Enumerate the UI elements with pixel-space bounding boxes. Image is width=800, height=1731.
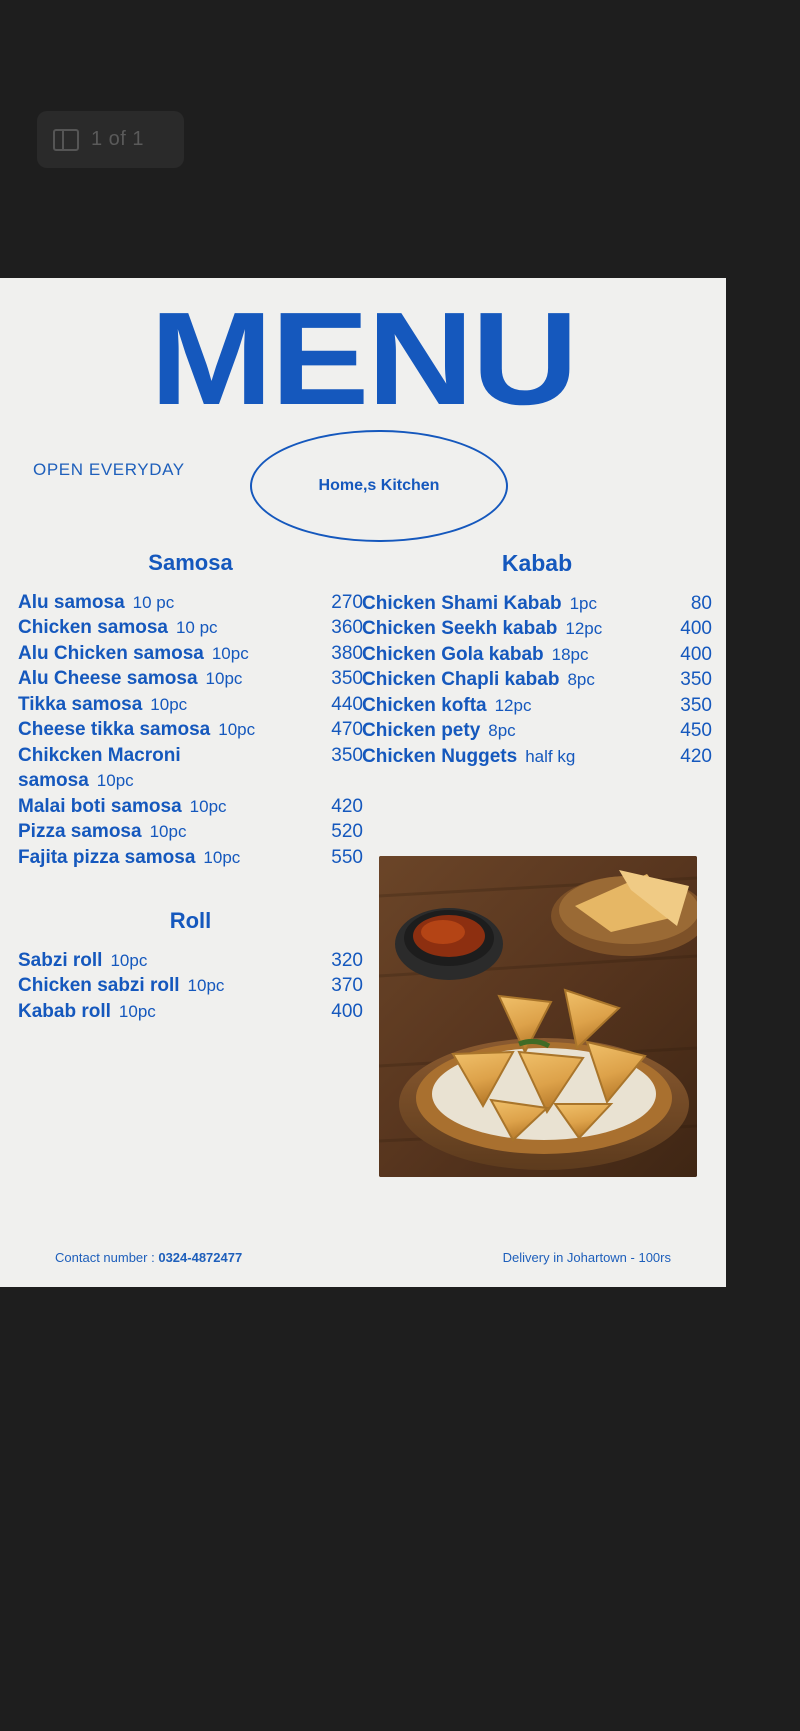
item-qty: 10pc (150, 694, 188, 714)
item-qty: 12pc (494, 695, 532, 715)
item-qty: 10pc (189, 796, 227, 816)
page-title: MENU (149, 285, 577, 432)
list-item (18, 819, 363, 844)
open-everyday-label: OPEN EVERYDAY (33, 460, 185, 479)
list-item (362, 591, 712, 616)
samosa-item-list (18, 590, 363, 870)
brand-label: Home,s Kitchen (318, 477, 440, 494)
item-qty: 10pc (110, 950, 148, 970)
list-item (18, 692, 363, 717)
item-name: Chicken Nuggets (362, 745, 518, 767)
item-name: Tikka samosa (18, 693, 143, 715)
item-price: 380 (331, 642, 363, 664)
list-item (362, 642, 712, 667)
item-price: 420 (331, 795, 363, 817)
item-price: 270 (331, 592, 363, 613)
item-qty: 8pc (488, 721, 516, 741)
item-name: Alu samosa (18, 592, 125, 613)
item-name: Chicken pety (362, 720, 481, 742)
section-title-roll: Roll (169, 907, 212, 933)
item-name: Chicken samosa (18, 617, 168, 639)
item-name: Chicken Shami Kabab (362, 593, 562, 614)
item-price: 400 (331, 1000, 363, 1022)
list-item (362, 744, 712, 769)
item-price: 520 (331, 821, 363, 843)
item-name: Sabzi roll (18, 949, 103, 971)
item-name: Chicken Chapli kabab (362, 669, 560, 691)
roll-section (18, 908, 363, 1024)
list-item (362, 667, 712, 692)
item-qty: 10 pc (132, 593, 175, 612)
list-item (18, 768, 363, 793)
list-item (18, 999, 363, 1024)
kabab-item-list (362, 591, 712, 769)
list-item (362, 718, 712, 743)
samosa-platter-photo (379, 856, 697, 1177)
item-qty: 10pc (118, 1001, 156, 1021)
list-item (18, 948, 363, 973)
column-right (362, 550, 712, 769)
item-name: Pizza samosa (18, 821, 142, 843)
item-qty: 12pc (565, 619, 603, 639)
list-item (362, 693, 712, 718)
item-qty: 8pc (567, 670, 595, 690)
page-indicator[interactable] (37, 111, 184, 168)
item-qty: 10 pc (175, 618, 218, 638)
list-item (18, 666, 363, 691)
item-name: Chicken sabzi roll (18, 975, 180, 997)
contact-label: Contact number : (55, 1250, 155, 1265)
item-price: 350 (680, 694, 712, 716)
item-qty: 1pc (569, 594, 597, 613)
item-qty: 10pc (218, 720, 256, 740)
item-price: 470 (331, 719, 363, 741)
item-price: 450 (680, 720, 712, 742)
item-name: Chicken Gola kabab (362, 643, 544, 665)
page-indicator-label: 1 of 1 (91, 128, 145, 150)
item-price: 360 (331, 617, 363, 639)
item-price: 440 (331, 693, 363, 715)
item-qty: 10pc (211, 643, 249, 663)
list-item (362, 616, 712, 641)
list-item (18, 641, 363, 666)
page-footer (0, 1250, 726, 1265)
item-price: 350 (331, 668, 363, 690)
roll-item-list (18, 948, 363, 1024)
contact-number: 0324-4872477 (158, 1250, 243, 1265)
item-price: 370 (331, 975, 363, 997)
item-name: Kabab roll (18, 1000, 111, 1022)
brand-badge (250, 430, 508, 542)
item-price: 420 (680, 745, 712, 767)
list-item (18, 590, 363, 615)
list-item (18, 845, 363, 870)
item-price: 350 (680, 669, 712, 691)
item-name: Chikcken Macroni (18, 744, 181, 766)
section-title-kabab: Kabab (501, 550, 573, 576)
item-qty: half kg (525, 746, 576, 766)
item-price: 320 (331, 949, 363, 971)
list-item (18, 615, 363, 640)
item-name: Chicken Seekh kabab (362, 618, 558, 640)
item-name: Chicken kofta (362, 694, 487, 716)
item-qty: 10pc (203, 847, 241, 867)
delivery-info: Delivery in Johartown - 100rs (502, 1250, 671, 1265)
column-left (18, 550, 363, 1024)
section-title-samosa: Samosa (148, 550, 233, 575)
list-item (18, 717, 363, 742)
list-item (18, 794, 363, 819)
list-item (18, 973, 363, 998)
item-price: 400 (680, 643, 712, 665)
item-qty: 10pc (205, 669, 243, 689)
item-qty: 10pc (149, 822, 187, 842)
book-icon (53, 129, 79, 151)
item-price: 80 (690, 593, 712, 614)
menu-page (0, 278, 726, 1287)
item-price: 350 (331, 744, 363, 766)
item-qty: 18pc (551, 644, 589, 664)
item-name: Fajita pizza samosa (18, 846, 196, 868)
item-name: Cheese tikka samosa (18, 719, 211, 741)
item-price: 550 (331, 846, 363, 868)
item-name: Alu Cheese samosa (18, 668, 198, 690)
item-price: 400 (680, 618, 712, 640)
list-item (18, 743, 363, 768)
contact-info (55, 1250, 242, 1265)
item-name: Alu Chicken samosa (18, 642, 204, 664)
item-qty: 10pc (96, 771, 134, 791)
item-name: Malai boti samosa (18, 795, 182, 817)
item-qty: 10pc (187, 976, 225, 996)
item-name: samosa (18, 770, 89, 792)
